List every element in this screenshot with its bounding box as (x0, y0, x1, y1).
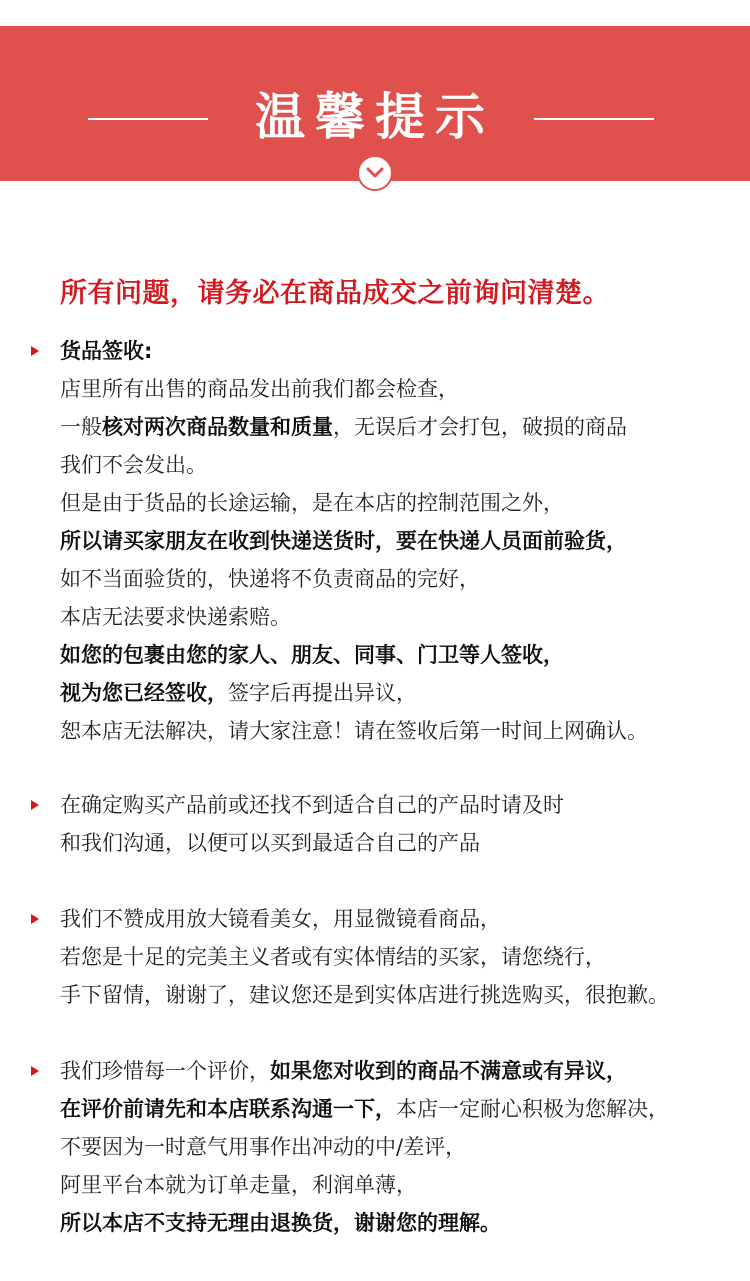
emphasis-text: 如您的包裹由您的家人、朋友、同事、门卫等人签收， (60, 643, 564, 667)
body-text: 本店一定耐心积极为您解决， (396, 1097, 669, 1121)
emphasis-text: 视为您已经签收， (60, 681, 228, 705)
notice-line (60, 636, 564, 674)
body-text: 一般 (60, 415, 102, 439)
body-text: 在确定购买产品前或还找不到适合自己的产品时请及时 (60, 793, 564, 817)
body-text: 不要因为一时意气用事作出冲动的中/差评， (60, 1135, 467, 1159)
notice-line (60, 976, 669, 1014)
body-text: 阿里平台本就为订单走量，利润单薄， (60, 1173, 417, 1197)
notice-line (60, 824, 480, 862)
notice-line (60, 712, 648, 750)
notice-line (60, 484, 564, 522)
body-text: 但是由于货品的长途运输，是在本店的控制范围之外， (60, 491, 564, 515)
notice-line (60, 1090, 669, 1128)
notice-line (60, 900, 501, 938)
emphasis-text: 所以本店不支持无理由退换货，谢谢您的理解。 (60, 1211, 501, 1235)
body-text: 和我们沟通，以便可以买到最适合自己的产品 (60, 831, 480, 855)
body-text: 如不当面验货的，快递将不负责商品的完好， (60, 567, 480, 591)
notice-line (60, 1128, 466, 1166)
notice-line (60, 446, 207, 484)
body-text: 我们不会发出。 (60, 453, 207, 477)
body-text: 手下留情，谢谢了，建议您还是到实体店进行挑选购买，很抱歉。 (60, 983, 669, 1007)
banner-divider-right (534, 118, 654, 120)
bullet-triangle-icon (31, 1066, 39, 1076)
banner-title: 温馨提示 (255, 87, 495, 146)
bullet-triangle-icon (31, 914, 39, 924)
emphasis-text: 核对两次商品数量和质量 (102, 415, 333, 439)
body-text: 若您是十足的完美主义者或有实体情结的买家，请您绕行， (60, 945, 606, 969)
emphasis-text: 如果您对收到的商品不满意或有异议， (270, 1059, 627, 1083)
body-text: 我们不赞成用放大镜看美女，用显微镜看商品， (60, 907, 501, 931)
bullet-triangle-icon (31, 800, 39, 810)
notice-line (60, 332, 152, 370)
notice-line (60, 674, 417, 712)
bullet-triangle-icon (31, 346, 39, 356)
notice-line (60, 370, 459, 408)
headline-warning: 所有问题，请务必在商品成交之前询问清楚。 (60, 278, 610, 309)
body-text: 恕本店无法解决，请大家注意！请在签收后第一时间上网确认。 (60, 719, 648, 743)
notice-line (60, 598, 291, 636)
notice-line (60, 560, 480, 598)
body-text: 我们珍惜每一个评价， (60, 1059, 270, 1083)
body-text: 店里所有出售的商品发出前我们都会检查， (60, 377, 459, 401)
body-text: 签字后再提出异议， (228, 681, 417, 705)
notice-line (60, 1166, 417, 1204)
emphasis-text: 在评价前请先和本店联系沟通一下， (60, 1097, 396, 1121)
notice-line (60, 408, 627, 446)
notice-line (60, 938, 606, 976)
notice-line (60, 1204, 501, 1242)
body-text: 本店无法要求快递索赔。 (60, 605, 291, 629)
notice-line (60, 786, 564, 824)
emphasis-text: 货品签收: (60, 339, 153, 363)
notice-line (60, 1052, 627, 1090)
emphasis-text: 所以请买家朋友在收到快递送货时，要在快递人员面前验货， (60, 529, 627, 553)
chevron-down-icon (357, 155, 393, 191)
notice-line (60, 522, 627, 560)
body-text: ，无误后才会打包，破损的商品 (333, 415, 627, 439)
